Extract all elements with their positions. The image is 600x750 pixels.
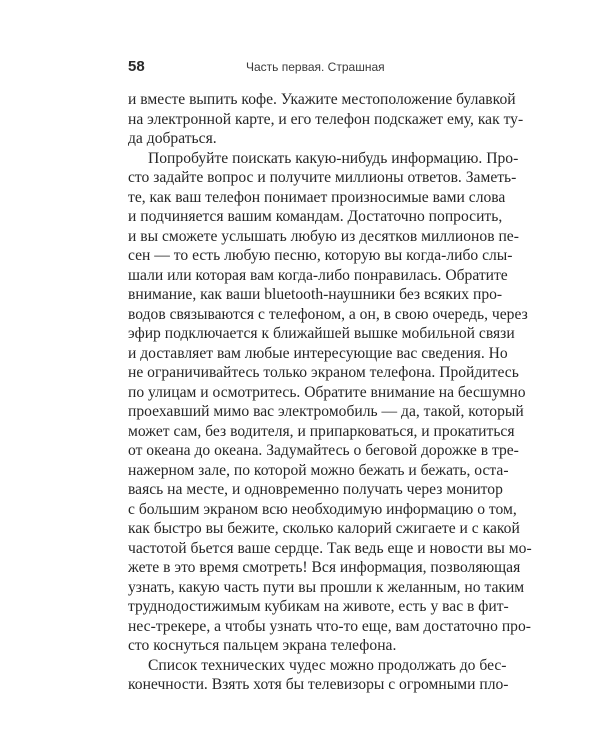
text-line: сто коснуться пальцем экрана телефона. [128,637,397,654]
text-line: как быстро вы бежите, сколько калорий сжигаете и с какой [128,520,520,537]
text-line: с большим экраном всю необходимую информацию о том, [128,500,517,518]
text-line: по улицам и осмотритесь. Обратите внимание на бесшумно [128,383,526,401]
text-line: те, как ваш телефон понимает произносимые вами слова [128,188,506,206]
text-line: и доставляет вам любые интересующие вас сведения. Но [128,344,508,362]
text-line: сто задайте вопрос и получите миллионы ответов. Заметь- [128,169,517,186]
text-line: и вы сможете услышать любую из десятков миллионов пе- [128,227,519,245]
text-line: и вместе выпить кофе. Укажите местоположение булавкой [128,91,516,108]
text-line: на электронной карте, и его телефон подскажет ему, как ту- [128,110,524,128]
text-line: нажерном зале, по которой можно бежать и бежать, оста- [128,461,509,479]
text-line: частотой бьется ваше сердце. Так ведь еще и новости вы мо- [128,539,532,557]
text-line: сен — то есть любую песню, которую вы когда-либо слы- [128,247,513,264]
text-line: и подчиняется вашим командам. Достаточно попросить, [128,208,503,225]
text-line: конечности. Взять хотя бы телевизоры с огромными пло- [128,676,509,693]
text-line: узнать, какую часть пути вы прошли к желанным, но таким [128,578,525,596]
text-line: труднодостижимым кубикам на животе, есть у вас в фит- [128,598,509,615]
text-line: внимание, как ваши bluetooth-наушники без всяких про- [128,286,503,303]
text-line: шали или которая вам когда-либо понравилась. Обратите [128,266,508,284]
body-text [128,90,532,695]
text-line: эфир подключается к ближайшей вышке мобильной связи [128,325,515,342]
text-line: от океана до океана. Задумайтесь о беговой дорожке в тре- [128,442,519,459]
text-line: да добраться. [128,130,217,147]
text-line: ваясь на месте, и одновременно получать через монитор [128,481,503,498]
text-line: проехавший мимо вас электромобиль — да, такой, который [128,403,524,420]
text-line: не ограничивайтесь только экраном телефона. Пройдитесь [128,364,519,381]
text-line: Попробуйте поискать какую-нибудь информацию. Про- [148,149,519,167]
text-line: водов связываются с телефоном, а он, в свою очередь, через [128,305,528,323]
running-title: Часть первая. Страшная [246,60,385,74]
page-number: 58 [128,58,145,75]
text-line: Список технических чудес можно продолжать до бес- [148,656,507,674]
text-line: жете в это время смотреть! Вся информация, позволяющая [128,559,521,576]
text-line: нес-трекере, а чтобы узнать что-то еще, вам достаточно про- [128,617,531,635]
text-line: может сам, без водителя, и припарковаться, и прокатиться [128,422,515,440]
running-header [128,58,488,78]
